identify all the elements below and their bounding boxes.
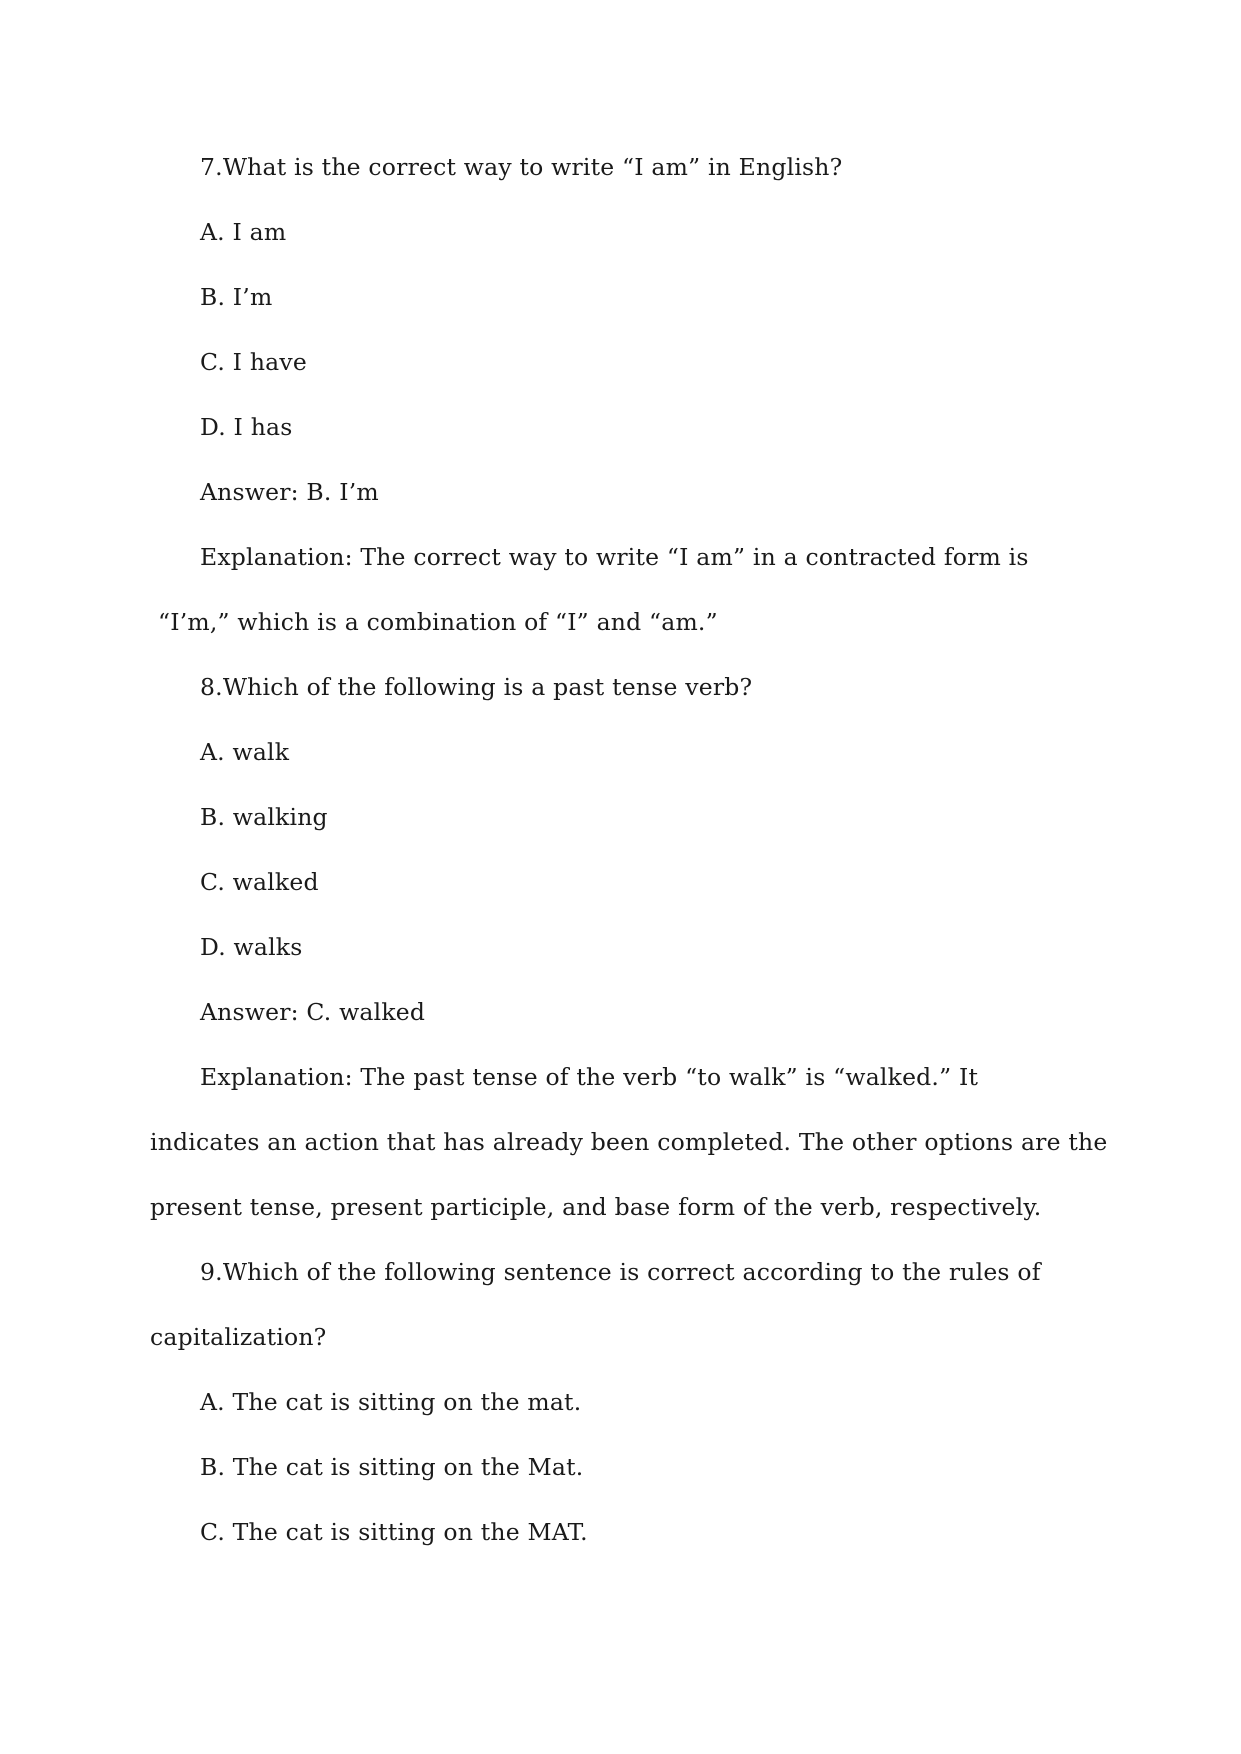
question-8-option-d: D. walks [200, 933, 303, 961]
question-8-text: 8.Which of the following is a past tense verb? [200, 673, 753, 701]
question-9-text-line-2: capitalization? [150, 1323, 327, 1351]
question-7-answer: Answer: B. I’m [200, 478, 379, 506]
question-7-explanation-line-1: Explanation: The correct way to write “I am” in a contracted form is [200, 543, 1029, 571]
question-8-answer: Answer: C. walked [200, 998, 426, 1026]
question-8-option-c: C. walked [200, 868, 319, 896]
question-7-option-d: D. I has [200, 413, 293, 441]
question-8-explanation-line-3: present tense, present participle, and base form of the verb, respectively. [150, 1193, 1042, 1221]
question-9-option-b: B. The cat is sitting on the Mat. [200, 1453, 584, 1481]
question-7-explanation-line-2: “I’m,” which is a combination of “I” and “am.” [158, 608, 718, 636]
question-7-text: 7.What is the correct way to write “I am” in English? [200, 153, 843, 181]
question-7-option-c: C. I have [200, 348, 307, 376]
question-7-option-a: A. I am [200, 218, 287, 246]
question-8-option-a: A. walk [200, 738, 290, 766]
question-9-option-c: C. The cat is sitting on the MAT. [200, 1518, 588, 1546]
question-9-option-a: A. The cat is sitting on the mat. [200, 1388, 582, 1416]
question-9-text-line-1: 9.Which of the following sentence is correct according to the rules of [200, 1258, 1041, 1286]
question-8-option-b: B. walking [200, 803, 328, 831]
question-8-explanation-line-2: indicates an action that has already been completed. The other options are the [150, 1128, 1108, 1156]
question-7-option-b: B. I’m [200, 283, 273, 311]
question-8-explanation-line-1: Explanation: The past tense of the verb “to walk” is “walked.” It [200, 1063, 979, 1091]
